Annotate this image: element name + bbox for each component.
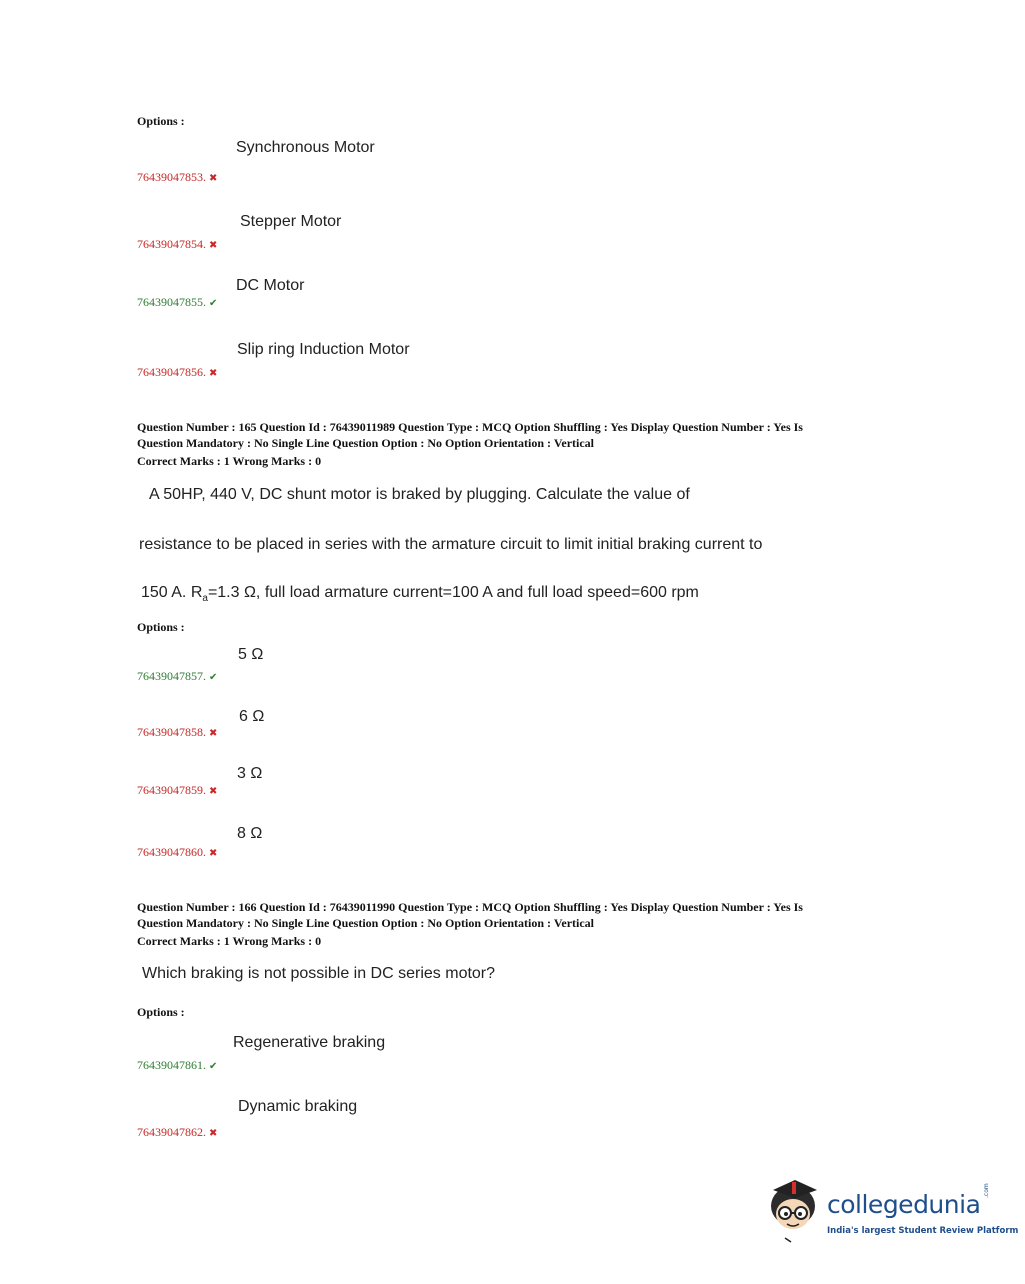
option-id: 76439047856. ✖ [137, 365, 218, 379]
brand-name: collegedunia [827, 1190, 981, 1219]
option-id: 76439047858. ✖ [137, 725, 218, 739]
check-icon: ✔ [209, 672, 218, 683]
option-id: 76439047860. ✖ [137, 845, 218, 859]
options-label: Options : [137, 1005, 185, 1019]
question-meta: Question Number : 166 Question Id : 76439011990 Question Type : MCQ Option Shuffling : Yes Display Question Number : Yes Is Question Mandatory : No Single Line Question Option : No Option Orientation : Vertical Correct Marks : 1 Wrong Marks : 0 [137, 900, 803, 948]
question-text: resistance to be placed in series with the armature circuit to limit initial braking current to [139, 536, 763, 553]
mascot-icon [765, 1176, 825, 1246]
question-text: Which braking is not possible in DC series motor? [142, 965, 496, 982]
brand-tagline: India's largest Student Review Platform [827, 1226, 1019, 1236]
check-icon: ✔ [209, 298, 218, 309]
option-text: 6 Ω [239, 708, 265, 725]
option-id: 76439047862. ✖ [137, 1125, 218, 1139]
option-text: Stepper Motor [240, 213, 342, 230]
option-id: 76439047855. ✔ [137, 295, 218, 309]
option-text: Synchronous Motor [236, 139, 375, 156]
cross-icon: ✖ [209, 786, 218, 797]
brand-domain: .com [983, 1183, 990, 1198]
cross-icon: ✖ [209, 728, 218, 739]
question-text: A 50HP, 440 V, DC shunt motor is braked by plugging. Calculate the value of [149, 486, 690, 503]
options-label: Options : [137, 114, 185, 128]
option-id: 76439047857. ✔ [137, 669, 218, 683]
option-id: 76439047861. ✔ [137, 1058, 218, 1072]
option-text: DC Motor [236, 277, 305, 294]
option-text: Regenerative braking [233, 1034, 386, 1051]
question-text: 150 A. $R_a=1.3$ Ω, full load armature current=100 A and full load speed=600 rpm [141, 584, 699, 605]
cross-icon: ✖ [209, 848, 218, 859]
option-id: 76439047854. ✖ [137, 237, 218, 251]
option-text: Slip ring Induction Motor [237, 341, 410, 358]
cross-icon: ✖ [209, 1128, 218, 1139]
option-text: 5 Ω [238, 646, 264, 663]
option-text: 8 Ω [237, 825, 263, 842]
option-text: Dynamic braking [238, 1098, 358, 1115]
collegedunia-logo [765, 1176, 1019, 1246]
option-id: 76439047853. ✖ [137, 170, 218, 184]
option-text: 3 Ω [237, 765, 263, 782]
option-id: 76439047859. ✖ [137, 783, 218, 797]
cross-icon: ✖ [209, 368, 218, 379]
cross-icon: ✖ [209, 240, 218, 251]
cross-icon: ✖ [209, 173, 218, 184]
check-icon: ✔ [209, 1061, 218, 1072]
question-meta: Question Number : 165 Question Id : 76439011989 Question Type : MCQ Option Shuffling : Yes Display Question Number : Yes Is Question Mandatory : No Single Line Question Option : No Option Orientation : Vertical Correct Marks : 1 Wrong Marks : 0 [137, 420, 803, 468]
options-label: Options : [137, 620, 185, 634]
